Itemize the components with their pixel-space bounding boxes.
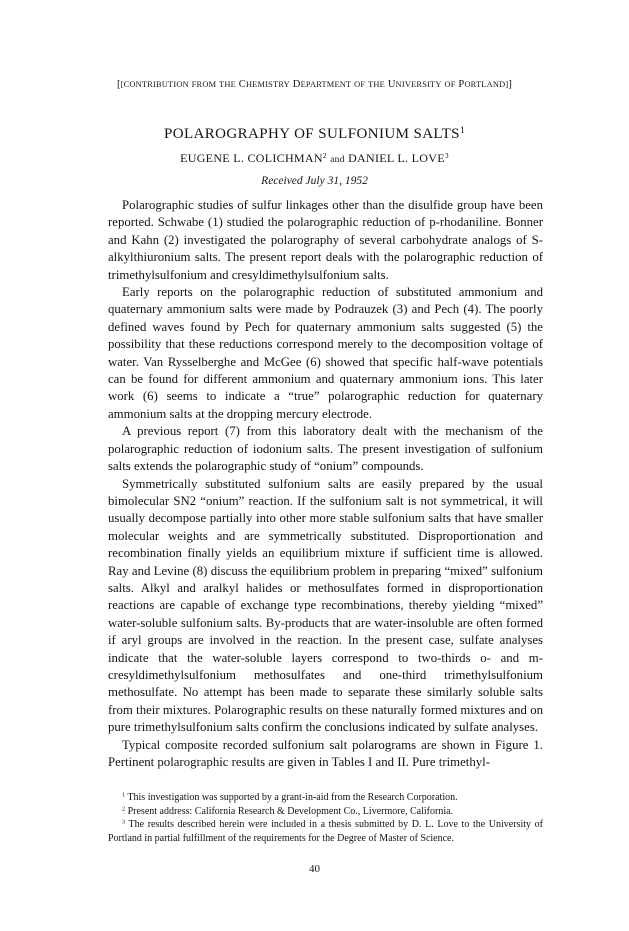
article-title <box>0 126 629 143</box>
footnotes <box>108 791 543 845</box>
author-2-footnote-mark: 3 <box>444 150 449 160</box>
body-paragraph: Polarographic studies of sulfur linkages other than the disulfide group have been reported. Schwabe (1) studied the polarographic reduction of p-rhodaniline. Bonner and Kahn (2) investigated the polarography of several carbohydrate analogs of S-alkylthiuronium salts. The present report deals with the polarographic reduction of trimethylsulfonium and cresyldimethylsulfonium salts. <box>108 198 543 282</box>
author-2: DANIEL L. LOVE <box>348 151 445 165</box>
page-number: 40 <box>309 863 320 875</box>
footnote-mark: 3 <box>122 818 126 826</box>
author-1: EUGENE L. COLICHMAN <box>180 151 323 165</box>
contribution-header: [[CONTRIBUTION FROM THE CHEMISTRY DEPARTMENT OF THE UNIVERSITY OF PORTLAND]] <box>116 79 513 90</box>
article-body <box>108 197 543 771</box>
author-1-footnote-mark: 2 <box>322 150 327 160</box>
body-paragraph: Typical composite recorded sulfonium salt polarograms are shown in Figure 1. Pertinent polarographic results are given in Tables I and II. Pure trimethyl- <box>108 737 543 769</box>
authors-line <box>0 151 629 166</box>
body-paragraph: Early reports on the polarographic reduction of substituted ammonium and quaternary ammonium salts were made by Podrauzek (3) and Pech (4). The poorly defined waves found by Pech for quaternary ammonium salts suggested (5) the possibility that these reductions correspond merely to the decomposition voltage of water. Van Rysselberghe and McGee (6) showed that specific half-wave potentials can be found for different ammonium and quaternary ammonium ions. This later work (6) seems to indicate a “true” polarographic reduction for quaternary ammonium salts at the dropping mercury electrode. <box>108 285 543 421</box>
footnote-mark: 1 <box>122 791 126 799</box>
footnote <box>108 805 543 819</box>
body-paragraph: Symmetrically substituted sulfonium salts are easily prepared by the usual bimolecular SN2 “onium” reaction. If the sulfonium salt is not symmetrical, it will usually decompose partially into other more stable sulfonium salts that have smaller molecular weights and are symmetrically substituted. Disproportionation and recombination finally yields an equilibrium mixture if sufficient time is allowed. Ray and Levine (8) discuss the equilibrium problem in preparing “mixed” sulfonium salts. Alkyl and aralkyl halides or methosulfates formed in disproportionation reactions are capable of exchange type recombinations, thereby yielding “mixed” water-soluble sulfonium salts. By-products that are water-insoluble are often formed if aryl groups are involved in the reaction. In the present case, sulfate analyses indicate that the water-soluble layers correspond to two-thirds o- and m-cresyldimethylsulfonium methosulfates and one-third trimethylsulfonium methosulfate. No attempt has been made to separate these similarly soluble salts from their mixtures. Polarographic results on these naturally formed mixtures and on pure trimethylsulfonium salts confirm the conclusions indicated by sulfate analyses. <box>108 476 543 735</box>
footnote <box>108 791 543 805</box>
title-footnote-mark: 1 <box>459 125 465 136</box>
footnote-mark: 2 <box>122 805 126 813</box>
authors-conjunction: and <box>330 155 345 165</box>
footnote-text: This investigation was supported by a grant-in-aid from the Research Corporation. <box>127 792 458 803</box>
received-date: Received July 31, 1952 <box>261 175 368 187</box>
body-paragraph: A previous report (7) from this laboratory dealt with the mechanism of the polarographic reduction of iodonium salts. The present investigation of sulfonium salts extends the polarographic study of “onium” compounds. <box>108 424 543 474</box>
footnote-text: Present address: California Research & Development Co., Livermore, California. <box>127 805 454 817</box>
footnote <box>108 818 543 845</box>
title-text: POLAROGRAPHY OF SULFONIUM SALTS <box>164 126 460 142</box>
contribution-text: [CONTRIBUTION FROM THE CHEMISTRY DEPARTMENT OF THE UNIVERSITY OF PORTLAND] <box>120 79 509 90</box>
footnote-text: The results described herein were included in a thesis submitted by D. L. Love to the University of Portland in partial fulfillment of the requirements for the Degree of Master of Science. <box>108 819 543 844</box>
